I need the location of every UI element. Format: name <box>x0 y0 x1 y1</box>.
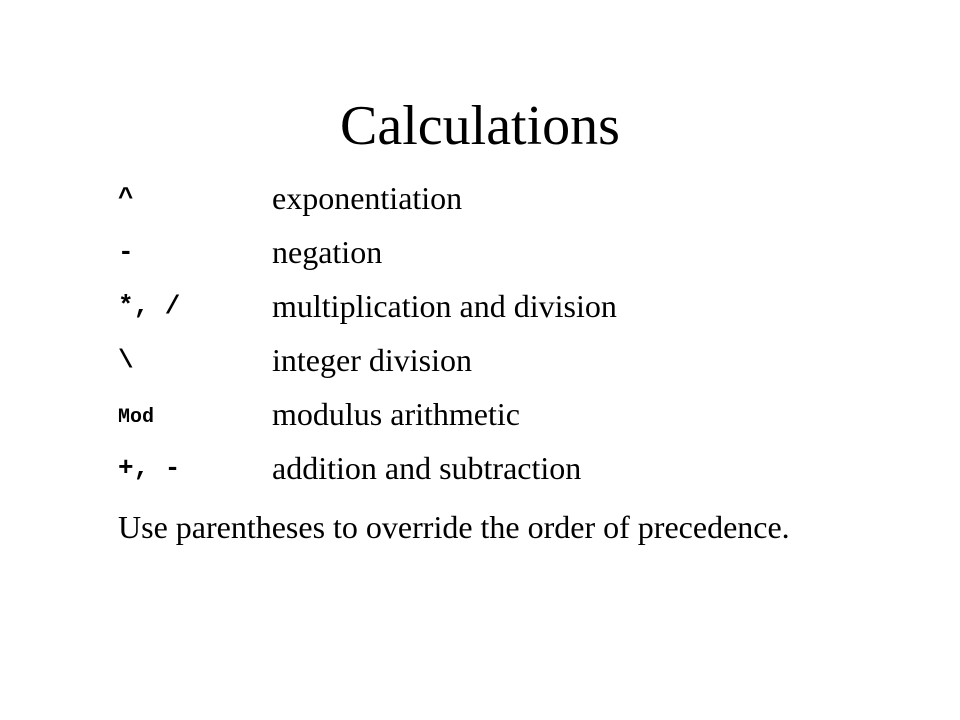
operator-row-multiplication-division <box>118 280 918 334</box>
operator-description: addition and subtraction <box>272 450 582 486</box>
precedence-note: Use parentheses to override the order of precedence. <box>118 509 790 545</box>
operator-row-modulus <box>118 388 918 442</box>
operator-description: integer division <box>272 342 472 378</box>
operator-symbol: - <box>118 237 134 267</box>
operator-description: negation <box>272 234 383 270</box>
operator-description: exponentiation <box>272 180 463 216</box>
slide-title: Calculations <box>340 95 620 157</box>
operator-row-exponentiation <box>118 172 918 226</box>
operator-symbol: *, / <box>118 291 181 321</box>
operator-symbol: Mod <box>118 406 155 429</box>
operator-description: modulus arithmetic <box>272 396 520 432</box>
operator-row-negation <box>118 226 918 280</box>
operator-row-addition-subtraction <box>118 442 918 496</box>
operator-symbol: \ <box>118 345 134 375</box>
operator-list <box>118 172 918 496</box>
operator-row-integer-division <box>118 334 918 388</box>
operator-symbol: ^ <box>118 183 134 213</box>
operator-description: multiplication and division <box>272 288 617 324</box>
operator-symbol: +, - <box>118 453 181 483</box>
